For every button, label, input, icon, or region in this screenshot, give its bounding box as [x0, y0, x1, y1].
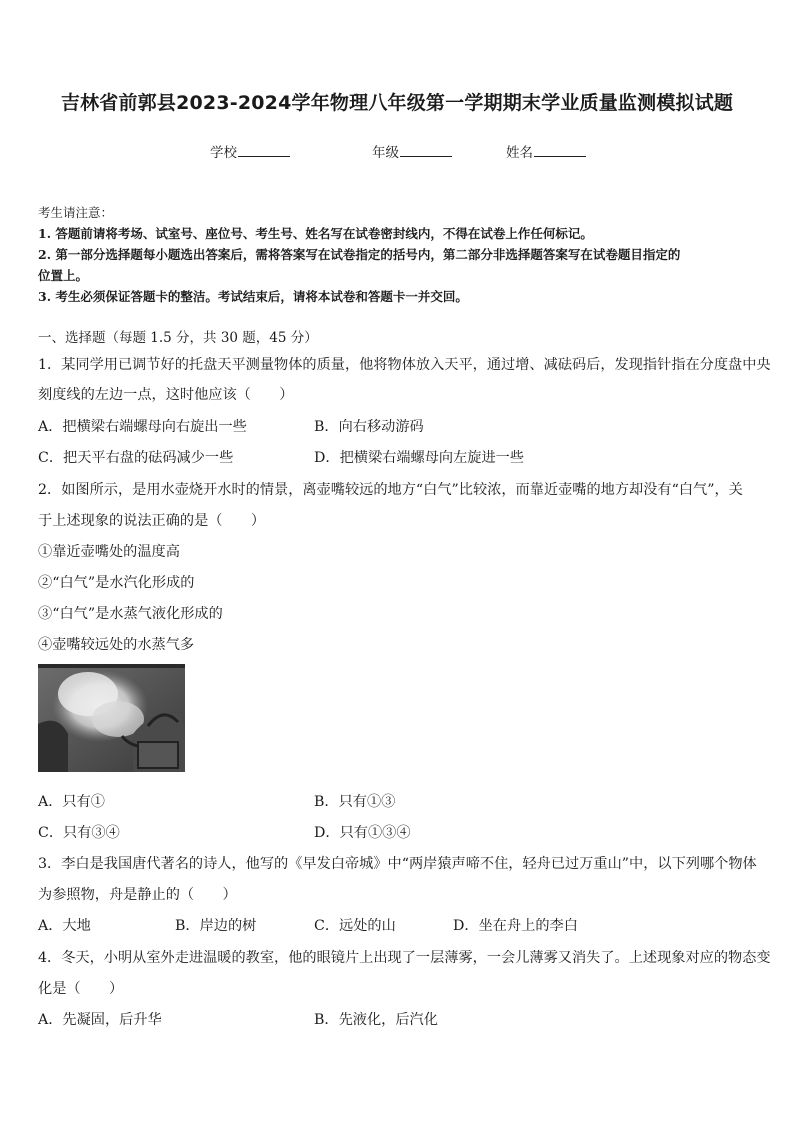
q2-statement-3: ③“白气”是水蒸气液化形成的 — [38, 606, 223, 622]
q3-option-d: D．坐在舟上的李白 — [453, 918, 578, 934]
q1-stem-line-1: 1．某同学用已调节好的托盘天平测量物体的质量，他将物体放入天平，通过增、减砝码后，发现指针指在分度盘中央 — [38, 357, 771, 373]
q1-option-a: A．把横梁右端螺母向右旋出一些 — [38, 419, 247, 435]
q3-option-b: B．岸边的树 — [175, 918, 257, 934]
q1-option-c: C．把天平右盘的砝码减少一些 — [38, 450, 234, 466]
school-field — [210, 141, 290, 161]
name-field — [506, 141, 586, 161]
notice-item-2-line-2: 位置上。 — [38, 268, 89, 283]
q2-option-a: A．只有① — [38, 794, 105, 810]
q4-option-b: B．先液化，后汽化 — [314, 1012, 438, 1028]
notice-item-3: 3. 考生必须保证答题卡的整洁。考试结束后，请将本试卷和答题卡一并交回。 — [38, 289, 468, 304]
q2-option-d: D．只有①③④ — [314, 825, 411, 841]
notice-item-1: 1. 答题前请将考场、试室号、座位号、考生号、姓名写在试卷密封线内，不得在试卷上作任何标记。 — [38, 226, 593, 241]
q3-option-a: A．大地 — [38, 918, 91, 934]
page-title: 吉林省前郭县2023-2024学年物理八年级第一学期期末学业质量监测模拟试题 — [60, 92, 734, 114]
name-label: 姓名 — [506, 145, 533, 161]
notice-item-2-line-1: 2. 第一部分选择题每小题选出答案后，需将答案写在试卷指定的括号内，第二部分非选择题答案写在试卷题目指定的 — [38, 247, 681, 262]
section-heading: 一、选择题（每题 1.5 分，共 30 题，45 分） — [38, 330, 318, 346]
q3-stem-line-2: 为参照物，舟是静止的（ ） — [38, 887, 237, 903]
q1-stem-line-2: 刻度线的左边一点，这时他应该（ ） — [38, 387, 294, 403]
q2-statement-4: ④壶嘴较远处的水蒸气多 — [38, 637, 195, 653]
q4-stem-line-1: 4．冬天，小明从室外走进温暖的教室，他的眼镜片上出现了一层薄雾，一会儿薄雾又消失了。上述现象对应的物态变 — [38, 950, 771, 966]
q2-option-c: C．只有③④ — [38, 825, 120, 841]
grade-blank — [400, 143, 452, 157]
q2-statement-2: ②“白气”是水汽化形成的 — [38, 575, 195, 591]
q1-option-b: B．向右移动游码 — [314, 419, 424, 435]
q2-stem-line-1: 2．如图所示，是用水壶烧开水时的情景，离壶嘴较远的地方“白气”比较浓，而靠近壶嘴的地方却没有“白气”，关 — [38, 482, 743, 498]
grade-label: 年级 — [372, 145, 399, 161]
q4-stem-line-2: 化是（ ） — [38, 981, 124, 997]
school-blank — [238, 143, 290, 157]
q2-statement-1: ①靠近壶嘴处的温度高 — [38, 544, 180, 560]
kettle-steam-photo — [38, 664, 185, 772]
name-blank — [534, 143, 586, 157]
q2-stem-line-2: 于上述现象的说法正确的是（ ） — [38, 513, 266, 529]
school-label: 学校 — [210, 145, 237, 161]
q2-option-b: B．只有①③ — [314, 794, 396, 810]
notice-heading: 考生请注意： — [38, 205, 114, 220]
q3-stem-line-1: 3．李白是我国唐代著名的诗人，他写的《早发白帝城》中“两岸猿声啼不住，轻舟已过万重山”中，以下列哪个物体 — [38, 856, 757, 872]
q4-option-a: A．先凝固，后升华 — [38, 1012, 162, 1028]
q3-option-c: C．远处的山 — [314, 918, 396, 934]
grade-field — [372, 141, 452, 161]
q1-option-d: D．把横梁右端螺母向左旋进一些 — [314, 450, 525, 466]
